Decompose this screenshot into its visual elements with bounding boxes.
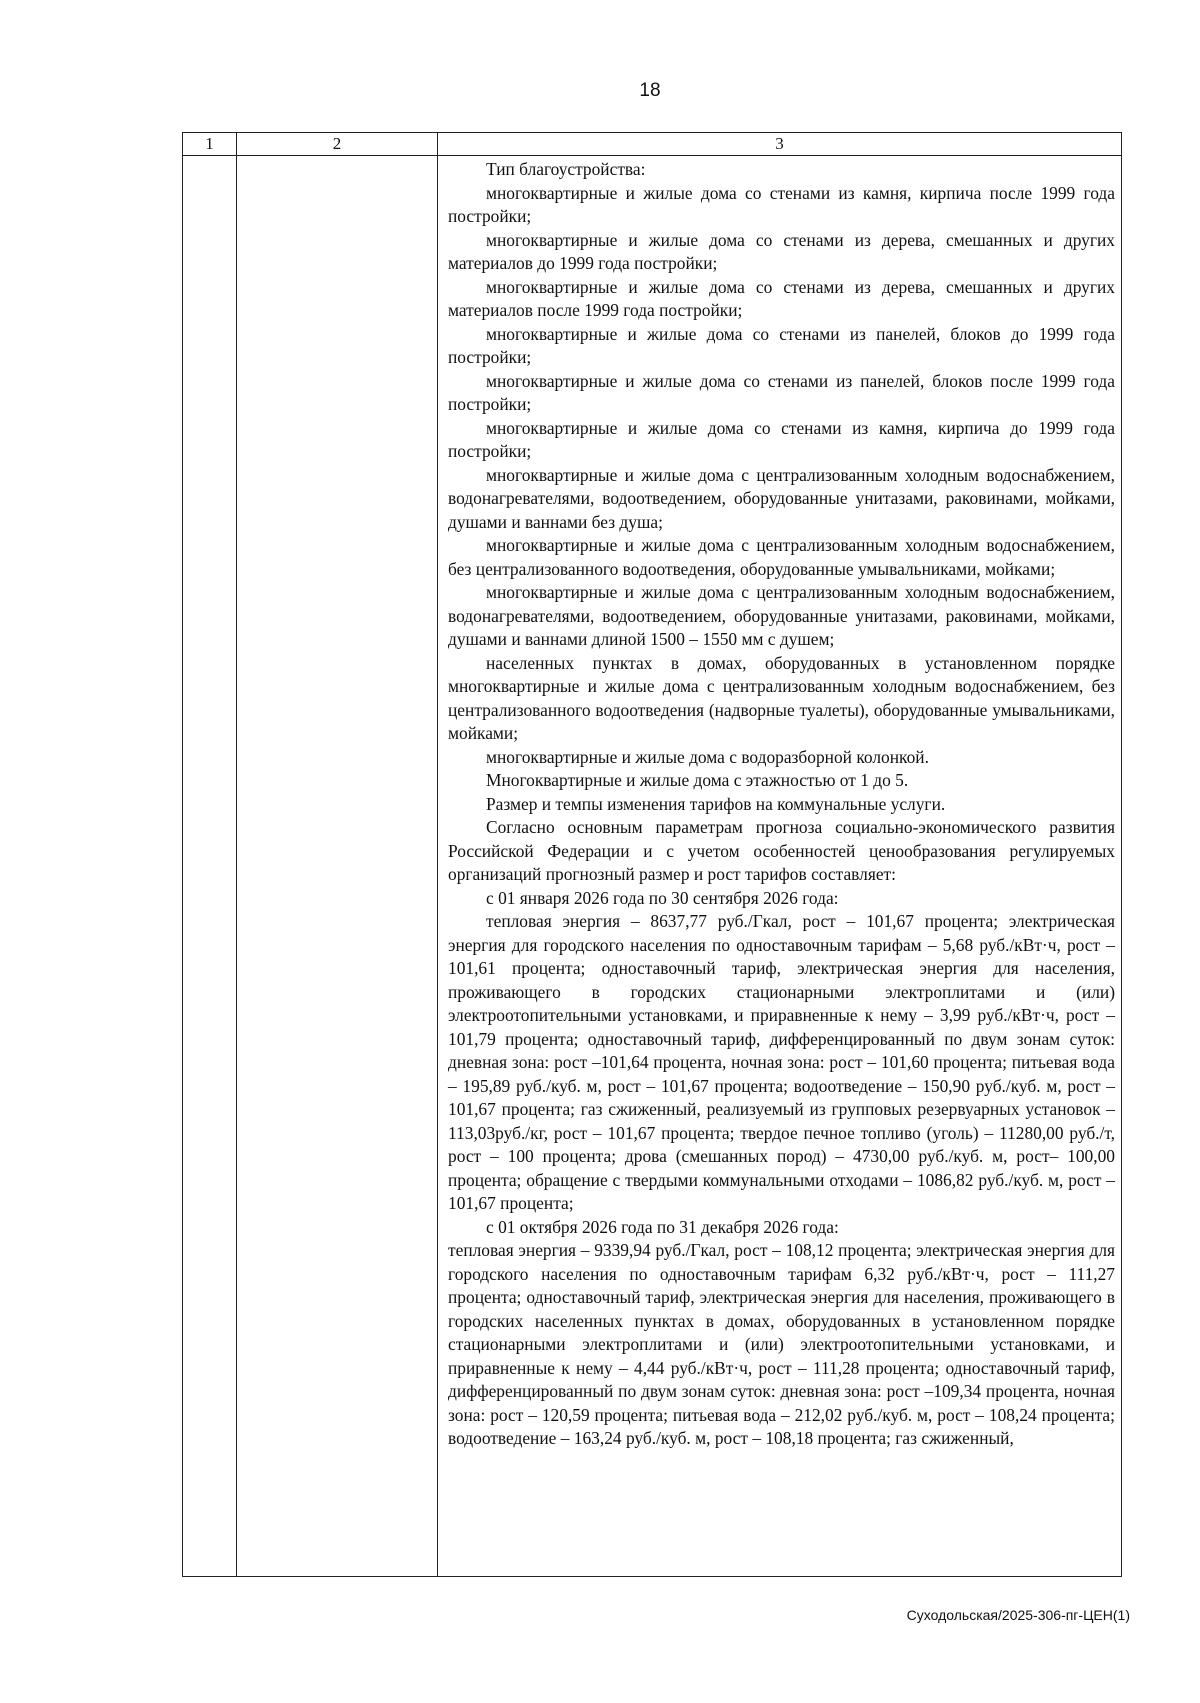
paragraph-list-item: многоквартирные и жилые дома с централизованным холодным водоснабжением, водонагревателями, водоотведением, оборудованные унитазами, раковинами, мойками, душами и ваннами длиной 1500 – 1550 мм с душем; (448, 582, 1115, 649)
paragraph-period-1-tariffs: тепловая энергия – 8637,77 руб./Гкал, рост – 101,67 процента; электрическая энергия для городского населения по одноставочным тарифам – 5,68 руб./кВт·ч, рост – 101,61 процента; одноставочный тариф, электрическая энергия для населения, проживающего в городских стационарными электроплитами и (или) электроотопительными установками, и приравненные к нему – 3,99 руб./кВт·ч, рост – 101,79 процента; одноставочный тариф, дифференцированный по двум зонам суток: дневная зона: рост –101,64 процента, ночная зона: рост – 101,60 процента; питьевая вода – 195,89 руб./куб. м, рост – 101,67 процента; водоотведение – 150,90 руб./куб. м, рост – 101,67 процента; газ сжиженный, реализуемый из групповых резервуарных установок – 113,03руб./кг, рост – 101,67 процента; твердое печное топливо (уголь) – 11280,00 руб./т, рост – 100 процента; дрова (смешанных пород) – 4730,00 руб./куб. м, рост– 100,00 процента; обращение с твердыми коммунальными отходами – 1086,82 руб./куб. м, рост – 101,67 процента; (448, 911, 1115, 1213)
paragraph-list-item: многоквартирные и жилые дома с водоразборной колонкой. (486, 746, 929, 767)
paragraph-period-2-heading: с 01 октября 2026 года по 31 декабря 2026 года: (486, 1216, 839, 1237)
table-header-row (183, 133, 1122, 156)
paragraph-list-item: многоквартирные и жилые дома со стенами из дерева, смешанных и других материалов после 1999 года постройки; (448, 276, 1115, 320)
paragraph-list-item: многоквартирные и жилые дома со стенами из дерева, смешанных и других материалов до 1999 года постройки; (448, 229, 1115, 273)
table-row (183, 156, 1122, 1577)
document-code-footer: Суходольская/2025-306-пг-ЦЕН(1) (906, 1607, 1130, 1623)
paragraph-list-item: многоквартирные и жилые дома с централизованным холодным водоснабжением, водонагревателями, водоотведением, оборудованные унитазами, раковинами, мойками, душами и ваннами без душа; (448, 464, 1115, 532)
column-header-3: 3 (438, 133, 1122, 156)
paragraph-period-1-heading: с 01 января 2026 года по 30 сентября 2026 года: (486, 887, 839, 908)
paragraph-tariff-heading: Размер и темпы изменения тарифов на коммунальные услуги. (486, 793, 946, 814)
paragraph-storeys: Многоквартирные и жилые дома с этажностью от 1 до 5. (486, 770, 909, 790)
paragraph-forecast-intro: Согласно основным параметрам прогноза социально-экономического развития Российской Федерации и с учетом особенностей ценообразования регулируемых организаций прогнозный размер и рост тарифов составляет: (448, 817, 1115, 884)
paragraph-period-2-tariffs: тепловая энергия – 9339,94 руб./Гкал, рост – 108,12 процента; электрическая энергия для городского населения по одноставочным тарифам 6,32 руб./кВт·ч, рост – 111,27 процента; одноставочный тариф, электрическая энергия для населения, проживающего в городских населенных пунктах в домах, оборудованных в установленном порядке стационарными электроплитами и (или) электроотопительными установками, и приравненные к нему – 4,44 руб./кВт·ч, рост – 111,28 процента; одноставочный тариф, дифференцированный по двум зонам суток: дневная зона: рост –109,34 процента, ночная зона: рост – 120,59 процента; питьевая вода – 212,02 руб./куб. м, рост – 108,24 процента; водоотведение – 163,24 руб./куб. м, рост – 108,18 процента; газ сжиженный, (448, 1240, 1115, 1448)
paragraph-list-item: многоквартирные и жилые дома со стенами из панелей, блоков после 1999 года постройки; (448, 370, 1115, 414)
page-number: 18 (639, 80, 661, 101)
document-table (182, 132, 1122, 1577)
column-2-cell (237, 156, 438, 1577)
cell-text (438, 156, 1121, 1451)
column-header-2: 2 (237, 133, 438, 156)
paragraph-list-item: многоквартирные и жилые дома со стенами из камня, кирпича после 1999 года постройки; (448, 182, 1115, 226)
paragraph-list-item: многоквартирные и жилые дома со стенами из камня, кирпича до 1999 года постройки; (448, 417, 1115, 461)
paragraph-list-item: многоквартирные и жилые дома со стенами из панелей, блоков до 1999 года постройки; (448, 323, 1115, 367)
column-1-cell (183, 156, 237, 1577)
paragraph-amenity-type: Тип благоустройства: (486, 159, 646, 179)
column-3-cell (438, 156, 1122, 1577)
paragraph-list-item: населенных пунктах в домах, оборудованных в установленном порядке многоквартирные и жилые дома с централизованным холодным водоснабжением, без централизованного водоотведения (надворные туалеты), оборудованные умывальниками, мойками; (448, 652, 1115, 743)
column-header-1: 1 (183, 133, 237, 156)
paragraph-list-item: многоквартирные и жилые дома с централизованным холодным водоснабжением, без централизованного водоотведения, оборудованные умывальниками, мойками; (448, 535, 1115, 579)
